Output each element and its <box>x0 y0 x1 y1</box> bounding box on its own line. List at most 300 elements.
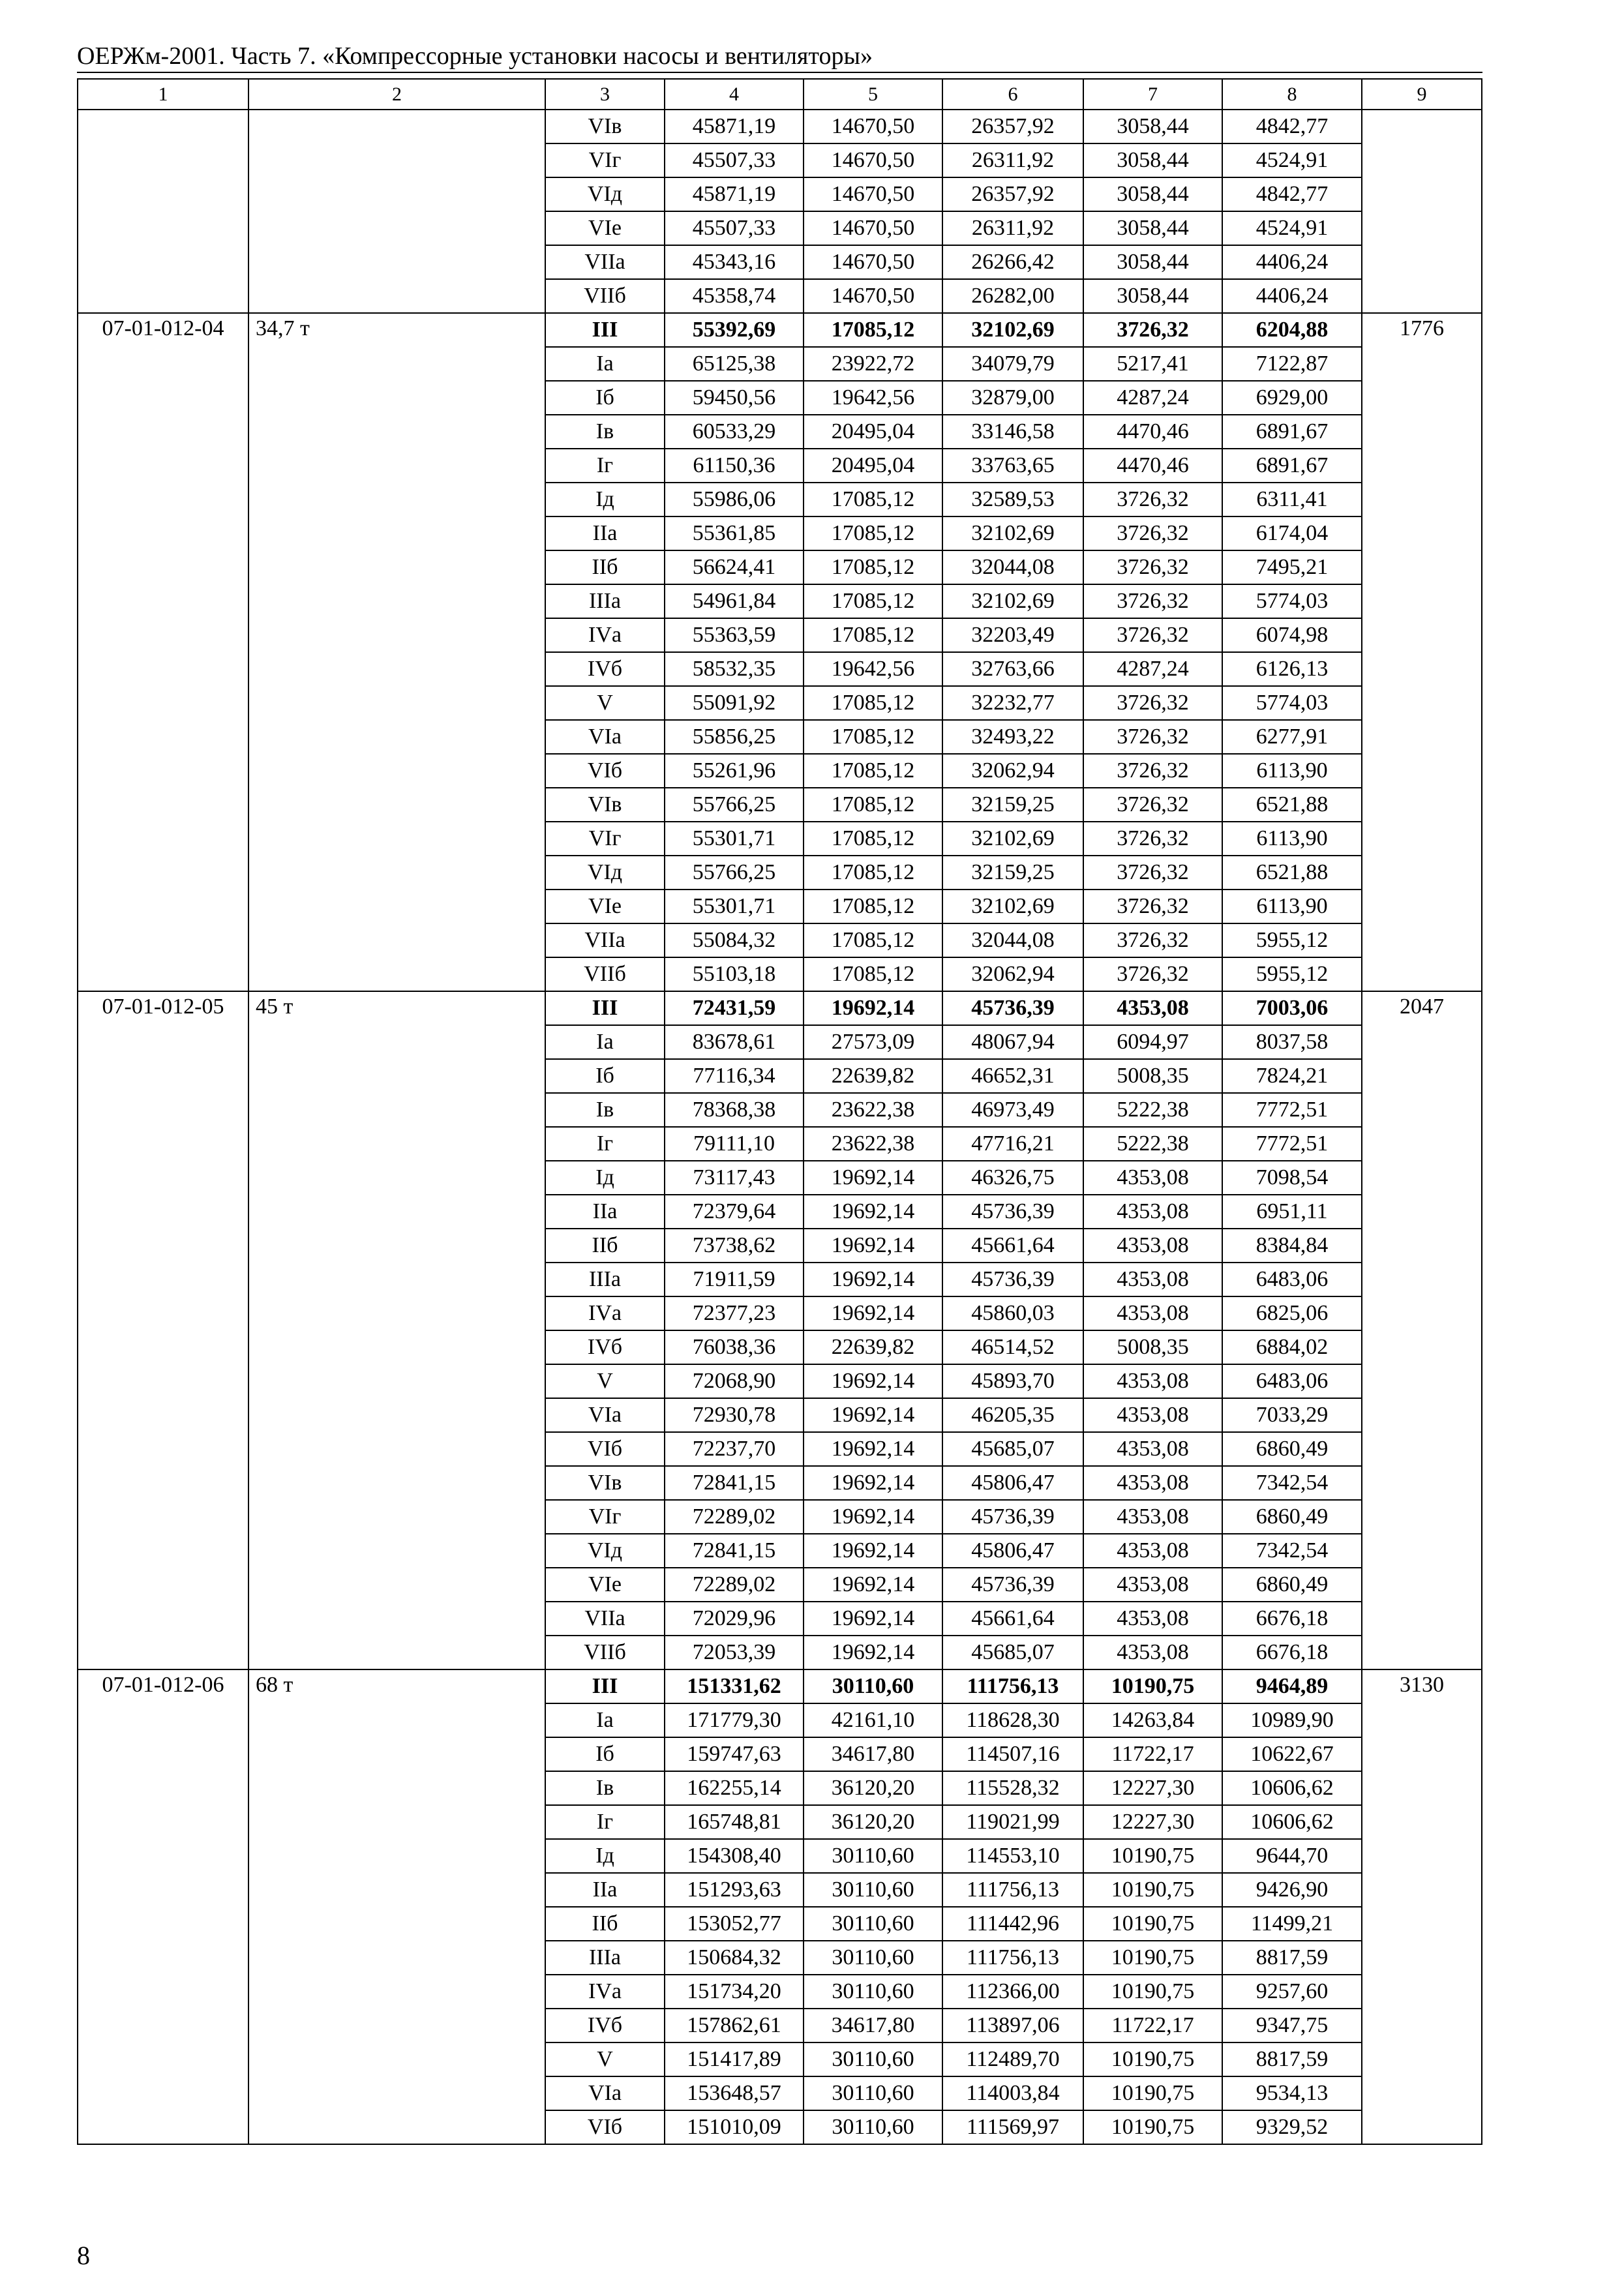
value-cell: 7772,51 <box>1222 1127 1362 1161</box>
zone-cell: VIг <box>545 143 665 177</box>
value-cell: 55361,85 <box>665 516 804 550</box>
value-cell: 3726,32 <box>1083 483 1222 516</box>
zone-cell: VIIа <box>545 245 665 279</box>
value-cell: 17085,12 <box>804 686 942 720</box>
value-cell: 10190,75 <box>1083 1839 1222 1873</box>
value-cell: 7033,29 <box>1222 1398 1362 1432</box>
value-cell: 14670,50 <box>804 279 942 313</box>
value-cell: 30110,60 <box>804 1873 942 1907</box>
value-cell: 4524,91 <box>1222 211 1362 245</box>
value-cell: 10190,75 <box>1083 1669 1222 1703</box>
value-cell: 9644,70 <box>1222 1839 1362 1873</box>
column-number-row <box>78 79 1482 110</box>
value-cell: 45736,39 <box>942 1195 1083 1229</box>
value-cell: 26282,00 <box>942 279 1083 313</box>
value-cell: 7003,06 <box>1222 991 1362 1025</box>
zone-cell: VIIа <box>545 1602 665 1636</box>
value-cell: 4353,08 <box>1083 1432 1222 1466</box>
value-cell: 6521,88 <box>1222 856 1362 890</box>
value-cell: 30110,60 <box>804 1669 942 1703</box>
value-cell: 4470,46 <box>1083 415 1222 449</box>
value-cell: 9426,90 <box>1222 1873 1362 1907</box>
value-cell: 56624,41 <box>665 550 804 584</box>
zone-cell: VIб <box>545 2110 665 2144</box>
value-cell: 32102,69 <box>942 584 1083 618</box>
zone-cell: Iв <box>545 1771 665 1805</box>
column-number: 1 <box>78 79 248 110</box>
value-cell: 112366,00 <box>942 1975 1083 2009</box>
value-cell: 19642,56 <box>804 381 942 415</box>
value-cell: 58532,35 <box>665 652 804 686</box>
value-cell: 3726,32 <box>1083 890 1222 923</box>
value-cell: 30110,60 <box>804 1907 942 1941</box>
value-cell: 45358,74 <box>665 279 804 313</box>
value-cell: 32203,49 <box>942 618 1083 652</box>
value-cell: 73738,62 <box>665 1229 804 1263</box>
norm-cell <box>1362 110 1482 313</box>
value-cell: 45661,64 <box>942 1602 1083 1636</box>
value-cell: 46973,49 <box>942 1093 1083 1127</box>
value-cell: 4287,24 <box>1083 381 1222 415</box>
zone-cell: VIг <box>545 822 665 856</box>
value-cell: 151331,62 <box>665 1669 804 1703</box>
value-cell: 72379,64 <box>665 1195 804 1229</box>
zone-cell: VIа <box>545 1398 665 1432</box>
value-cell: 55986,06 <box>665 483 804 516</box>
value-cell: 45685,07 <box>942 1432 1083 1466</box>
zone-cell: IVа <box>545 1296 665 1330</box>
value-cell: 27573,09 <box>804 1025 942 1059</box>
value-cell: 3726,32 <box>1083 550 1222 584</box>
value-cell: 3058,44 <box>1083 245 1222 279</box>
value-cell: 6113,90 <box>1222 822 1362 856</box>
zone-cell: Iв <box>545 1093 665 1127</box>
zone-cell: VIд <box>545 1534 665 1568</box>
value-cell: 47716,21 <box>942 1127 1083 1161</box>
value-cell: 17085,12 <box>804 618 942 652</box>
zone-cell: IVб <box>545 1330 665 1364</box>
value-cell: 6483,06 <box>1222 1263 1362 1296</box>
value-cell: 45806,47 <box>942 1534 1083 1568</box>
value-cell: 111756,13 <box>942 1941 1083 1975</box>
value-cell: 6113,90 <box>1222 754 1362 788</box>
value-cell: 32062,94 <box>942 957 1083 991</box>
value-cell: 19692,14 <box>804 1296 942 1330</box>
value-cell: 14670,50 <box>804 143 942 177</box>
zone-cell: IIб <box>545 1907 665 1941</box>
value-cell: 14670,50 <box>804 177 942 211</box>
value-cell: 45871,19 <box>665 177 804 211</box>
zone-cell: IIIа <box>545 1941 665 1975</box>
price-table <box>77 78 1482 2145</box>
value-cell: 19642,56 <box>804 652 942 686</box>
value-cell: 76038,36 <box>665 1330 804 1364</box>
zone-cell: Iв <box>545 415 665 449</box>
value-cell: 11499,21 <box>1222 1907 1362 1941</box>
value-cell: 45736,39 <box>942 1263 1083 1296</box>
value-cell: 4287,24 <box>1083 652 1222 686</box>
value-cell: 46205,35 <box>942 1398 1083 1432</box>
value-cell: 17085,12 <box>804 856 942 890</box>
page-header: ОЕРЖм-2001. Часть 7. «Компрессорные установки насосы и вентиляторы» <box>77 42 873 70</box>
code-cell: 07-01-012-06 <box>78 1669 248 2144</box>
value-cell: 3726,32 <box>1083 923 1222 957</box>
value-cell: 55363,59 <box>665 618 804 652</box>
value-cell: 17085,12 <box>804 550 942 584</box>
value-cell: 22639,82 <box>804 1059 942 1093</box>
value-cell: 111442,96 <box>942 1907 1083 1941</box>
value-cell: 17085,12 <box>804 754 942 788</box>
value-cell: 32102,69 <box>942 890 1083 923</box>
value-cell: 11722,17 <box>1083 2009 1222 2042</box>
zone-cell: VIIб <box>545 1636 665 1669</box>
zone-cell: VIв <box>545 788 665 822</box>
value-cell: 72053,39 <box>665 1636 804 1669</box>
value-cell: 10606,62 <box>1222 1805 1362 1839</box>
value-cell: 6860,49 <box>1222 1568 1362 1602</box>
value-cell: 113897,06 <box>942 2009 1083 2042</box>
value-cell: 114553,10 <box>942 1839 1083 1873</box>
value-cell: 12227,30 <box>1083 1771 1222 1805</box>
value-cell: 17085,12 <box>804 890 942 923</box>
mass-cell: 34,7 т <box>248 313 545 991</box>
zone-cell: IVб <box>545 652 665 686</box>
value-cell: 20495,04 <box>804 449 942 483</box>
value-cell: 45736,39 <box>942 1568 1083 1602</box>
zone-cell: Iб <box>545 1059 665 1093</box>
value-cell: 48067,94 <box>942 1025 1083 1059</box>
value-cell: 26311,92 <box>942 143 1083 177</box>
value-cell: 10190,75 <box>1083 1941 1222 1975</box>
value-cell: 19692,14 <box>804 1466 942 1500</box>
value-cell: 71911,59 <box>665 1263 804 1296</box>
value-cell: 19692,14 <box>804 1364 942 1398</box>
value-cell: 65125,38 <box>665 347 804 381</box>
value-cell: 4524,91 <box>1222 143 1362 177</box>
value-cell: 6311,41 <box>1222 483 1362 516</box>
value-cell: 151417,89 <box>665 2042 804 2076</box>
value-cell: 4353,08 <box>1083 1636 1222 1669</box>
value-cell: 5774,03 <box>1222 686 1362 720</box>
value-cell: 6126,13 <box>1222 652 1362 686</box>
value-cell: 55856,25 <box>665 720 804 754</box>
mass-cell <box>248 110 545 313</box>
value-cell: 10190,75 <box>1083 2042 1222 2076</box>
zone-cell: VIе <box>545 1568 665 1602</box>
value-cell: 4353,08 <box>1083 1229 1222 1263</box>
value-cell: 154308,40 <box>665 1839 804 1873</box>
value-cell: 157862,61 <box>665 2009 804 2042</box>
value-cell: 6860,49 <box>1222 1500 1362 1534</box>
zone-cell: VIIб <box>545 279 665 313</box>
value-cell: 4353,08 <box>1083 1466 1222 1500</box>
value-cell: 111569,97 <box>942 2110 1083 2144</box>
value-cell: 5955,12 <box>1222 957 1362 991</box>
value-cell: 46326,75 <box>942 1161 1083 1195</box>
zone-cell: V <box>545 1364 665 1398</box>
value-cell: 19692,14 <box>804 1398 942 1432</box>
value-cell: 5955,12 <box>1222 923 1362 957</box>
value-cell: 6860,49 <box>1222 1432 1362 1466</box>
value-cell: 32062,94 <box>942 754 1083 788</box>
value-cell: 32044,08 <box>942 550 1083 584</box>
table-row <box>78 1669 1482 1703</box>
value-cell: 45685,07 <box>942 1636 1083 1669</box>
value-cell: 46652,31 <box>942 1059 1083 1093</box>
value-cell: 4406,24 <box>1222 279 1362 313</box>
value-cell: 159747,63 <box>665 1737 804 1771</box>
value-cell: 77116,34 <box>665 1059 804 1093</box>
value-cell: 6884,02 <box>1222 1330 1362 1364</box>
value-cell: 4842,77 <box>1222 110 1362 143</box>
value-cell: 3726,32 <box>1083 313 1222 347</box>
value-cell: 78368,38 <box>665 1093 804 1127</box>
value-cell: 7098,54 <box>1222 1161 1362 1195</box>
value-cell: 19692,14 <box>804 1229 942 1263</box>
value-cell: 17085,12 <box>804 720 942 754</box>
page-number: 8 <box>77 2241 90 2270</box>
zone-cell: Iд <box>545 483 665 516</box>
value-cell: 26311,92 <box>942 211 1083 245</box>
value-cell: 171779,30 <box>665 1703 804 1737</box>
value-cell: 45806,47 <box>942 1466 1083 1500</box>
value-cell: 22639,82 <box>804 1330 942 1364</box>
value-cell: 55392,69 <box>665 313 804 347</box>
norm-cell: 3130 <box>1362 1669 1482 2144</box>
value-cell: 55261,96 <box>665 754 804 788</box>
value-cell: 32044,08 <box>942 923 1083 957</box>
value-cell: 8817,59 <box>1222 2042 1362 2076</box>
value-cell: 11722,17 <box>1083 1737 1222 1771</box>
zone-cell: VIIб <box>545 957 665 991</box>
value-cell: 79111,10 <box>665 1127 804 1161</box>
value-cell: 111756,13 <box>942 1873 1083 1907</box>
table-row <box>78 110 1482 143</box>
value-cell: 3726,32 <box>1083 516 1222 550</box>
value-cell: 23922,72 <box>804 347 942 381</box>
value-cell: 162255,14 <box>665 1771 804 1805</box>
value-cell: 3058,44 <box>1083 110 1222 143</box>
value-cell: 9257,60 <box>1222 1975 1362 2009</box>
value-cell: 45736,39 <box>942 991 1083 1025</box>
value-cell: 61150,36 <box>665 449 804 483</box>
table-body <box>78 79 1482 2144</box>
zone-cell: IIб <box>545 550 665 584</box>
value-cell: 17085,12 <box>804 584 942 618</box>
value-cell: 60533,29 <box>665 415 804 449</box>
value-cell: 115528,32 <box>942 1771 1083 1805</box>
zone-cell: VIд <box>545 177 665 211</box>
value-cell: 72289,02 <box>665 1568 804 1602</box>
zone-cell: III <box>545 1669 665 1703</box>
value-cell: 6676,18 <box>1222 1602 1362 1636</box>
value-cell: 45507,33 <box>665 143 804 177</box>
value-cell: 9464,89 <box>1222 1669 1362 1703</box>
value-cell: 72431,59 <box>665 991 804 1025</box>
zone-cell: Iа <box>545 1703 665 1737</box>
value-cell: 10190,75 <box>1083 2110 1222 2144</box>
zone-cell: Iа <box>545 347 665 381</box>
value-cell: 6676,18 <box>1222 1636 1362 1669</box>
value-cell: 4353,08 <box>1083 1263 1222 1296</box>
value-cell: 6204,88 <box>1222 313 1362 347</box>
value-cell: 119021,99 <box>942 1805 1083 1839</box>
value-cell: 19692,14 <box>804 1568 942 1602</box>
mass-cell: 45 т <box>248 991 545 1669</box>
value-cell: 3726,32 <box>1083 822 1222 856</box>
value-cell: 7495,21 <box>1222 550 1362 584</box>
value-cell: 8037,58 <box>1222 1025 1362 1059</box>
value-cell: 55103,18 <box>665 957 804 991</box>
value-cell: 55301,71 <box>665 822 804 856</box>
value-cell: 6113,90 <box>1222 890 1362 923</box>
zone-cell: V <box>545 686 665 720</box>
value-cell: 6074,98 <box>1222 618 1362 652</box>
value-cell: 32763,66 <box>942 652 1083 686</box>
value-cell: 72841,15 <box>665 1534 804 1568</box>
value-cell: 14670,50 <box>804 211 942 245</box>
value-cell: 4353,08 <box>1083 1568 1222 1602</box>
zone-cell: IIа <box>545 1195 665 1229</box>
value-cell: 9534,13 <box>1222 2076 1362 2110</box>
value-cell: 19692,14 <box>804 1602 942 1636</box>
value-cell: 19692,14 <box>804 1534 942 1568</box>
zone-cell: VIIа <box>545 923 665 957</box>
value-cell: 7772,51 <box>1222 1093 1362 1127</box>
value-cell: 19692,14 <box>804 1636 942 1669</box>
value-cell: 32589,53 <box>942 483 1083 516</box>
value-cell: 111756,13 <box>942 1669 1083 1703</box>
zone-cell: III <box>545 313 665 347</box>
zone-cell: Iг <box>545 1127 665 1161</box>
table-row <box>78 313 1482 347</box>
value-cell: 3058,44 <box>1083 143 1222 177</box>
value-cell: 10190,75 <box>1083 1907 1222 1941</box>
zone-cell: Iб <box>545 1737 665 1771</box>
value-cell: 6891,67 <box>1222 415 1362 449</box>
value-cell: 10622,67 <box>1222 1737 1362 1771</box>
zone-cell: IIIа <box>545 1263 665 1296</box>
value-cell: 4353,08 <box>1083 1364 1222 1398</box>
column-number: 7 <box>1083 79 1222 110</box>
value-cell: 23622,38 <box>804 1093 942 1127</box>
value-cell: 6174,04 <box>1222 516 1362 550</box>
header-rule <box>77 72 1482 73</box>
zone-cell: IIб <box>545 1229 665 1263</box>
column-number: 2 <box>248 79 545 110</box>
value-cell: 150684,32 <box>665 1941 804 1975</box>
value-cell: 6891,67 <box>1222 449 1362 483</box>
value-cell: 36120,20 <box>804 1805 942 1839</box>
zone-cell: Iд <box>545 1839 665 1873</box>
value-cell: 165748,81 <box>665 1805 804 1839</box>
value-cell: 14670,50 <box>804 110 942 143</box>
value-cell: 5222,38 <box>1083 1093 1222 1127</box>
value-cell: 5008,35 <box>1083 1330 1222 1364</box>
value-cell: 12227,30 <box>1083 1805 1222 1839</box>
value-cell: 7122,87 <box>1222 347 1362 381</box>
value-cell: 32159,25 <box>942 788 1083 822</box>
zone-cell: VIд <box>545 856 665 890</box>
value-cell: 112489,70 <box>942 2042 1083 2076</box>
zone-cell: Iг <box>545 1805 665 1839</box>
value-cell: 6521,88 <box>1222 788 1362 822</box>
value-cell: 26357,92 <box>942 177 1083 211</box>
column-number: 4 <box>665 79 804 110</box>
code-cell: 07-01-012-04 <box>78 313 248 991</box>
value-cell: 32102,69 <box>942 313 1083 347</box>
value-cell: 32879,00 <box>942 381 1083 415</box>
column-number: 9 <box>1362 79 1482 110</box>
zone-cell: VIб <box>545 1432 665 1466</box>
value-cell: 4353,08 <box>1083 1296 1222 1330</box>
value-cell: 73117,43 <box>665 1161 804 1195</box>
value-cell: 153648,57 <box>665 2076 804 2110</box>
zone-cell: VIв <box>545 110 665 143</box>
value-cell: 72029,96 <box>665 1602 804 1636</box>
zone-cell: VIг <box>545 1500 665 1534</box>
value-cell: 10190,75 <box>1083 1873 1222 1907</box>
value-cell: 8384,84 <box>1222 1229 1362 1263</box>
value-cell: 45736,39 <box>942 1500 1083 1534</box>
zone-cell: IVа <box>545 1975 665 2009</box>
value-cell: 45343,16 <box>665 245 804 279</box>
value-cell: 32493,22 <box>942 720 1083 754</box>
value-cell: 4353,08 <box>1083 1500 1222 1534</box>
value-cell: 5222,38 <box>1083 1127 1222 1161</box>
value-cell: 26357,92 <box>942 110 1083 143</box>
zone-cell: IVб <box>545 2009 665 2042</box>
value-cell: 114507,16 <box>942 1737 1083 1771</box>
value-cell: 4353,08 <box>1083 1602 1222 1636</box>
value-cell: 5217,41 <box>1083 347 1222 381</box>
value-cell: 45893,70 <box>942 1364 1083 1398</box>
value-cell: 34079,79 <box>942 347 1083 381</box>
value-cell: 32232,77 <box>942 686 1083 720</box>
value-cell: 9347,75 <box>1222 2009 1362 2042</box>
zone-cell: IIа <box>545 1873 665 1907</box>
value-cell: 4353,08 <box>1083 1398 1222 1432</box>
norm-cell: 2047 <box>1362 991 1482 1669</box>
value-cell: 17085,12 <box>804 957 942 991</box>
zone-cell: VIе <box>545 211 665 245</box>
zone-cell: VIа <box>545 720 665 754</box>
table-row <box>78 991 1482 1025</box>
value-cell: 5774,03 <box>1222 584 1362 618</box>
zone-cell: Iд <box>545 1161 665 1195</box>
value-cell: 54961,84 <box>665 584 804 618</box>
zone-cell: VIе <box>545 890 665 923</box>
value-cell: 45661,64 <box>942 1229 1083 1263</box>
value-cell: 30110,60 <box>804 1975 942 2009</box>
zone-cell: V <box>545 2042 665 2076</box>
value-cell: 34617,80 <box>804 1737 942 1771</box>
zone-cell: VIв <box>545 1466 665 1500</box>
value-cell: 55091,92 <box>665 686 804 720</box>
value-cell: 55766,25 <box>665 788 804 822</box>
value-cell: 72289,02 <box>665 1500 804 1534</box>
value-cell: 17085,12 <box>804 923 942 957</box>
value-cell: 26266,42 <box>942 245 1083 279</box>
value-cell: 3726,32 <box>1083 686 1222 720</box>
value-cell: 8817,59 <box>1222 1941 1362 1975</box>
value-cell: 3058,44 <box>1083 279 1222 313</box>
value-cell: 19692,14 <box>804 1161 942 1195</box>
value-cell: 6277,91 <box>1222 720 1362 754</box>
value-cell: 83678,61 <box>665 1025 804 1059</box>
value-cell: 19692,14 <box>804 1500 942 1534</box>
value-cell: 151734,20 <box>665 1975 804 2009</box>
